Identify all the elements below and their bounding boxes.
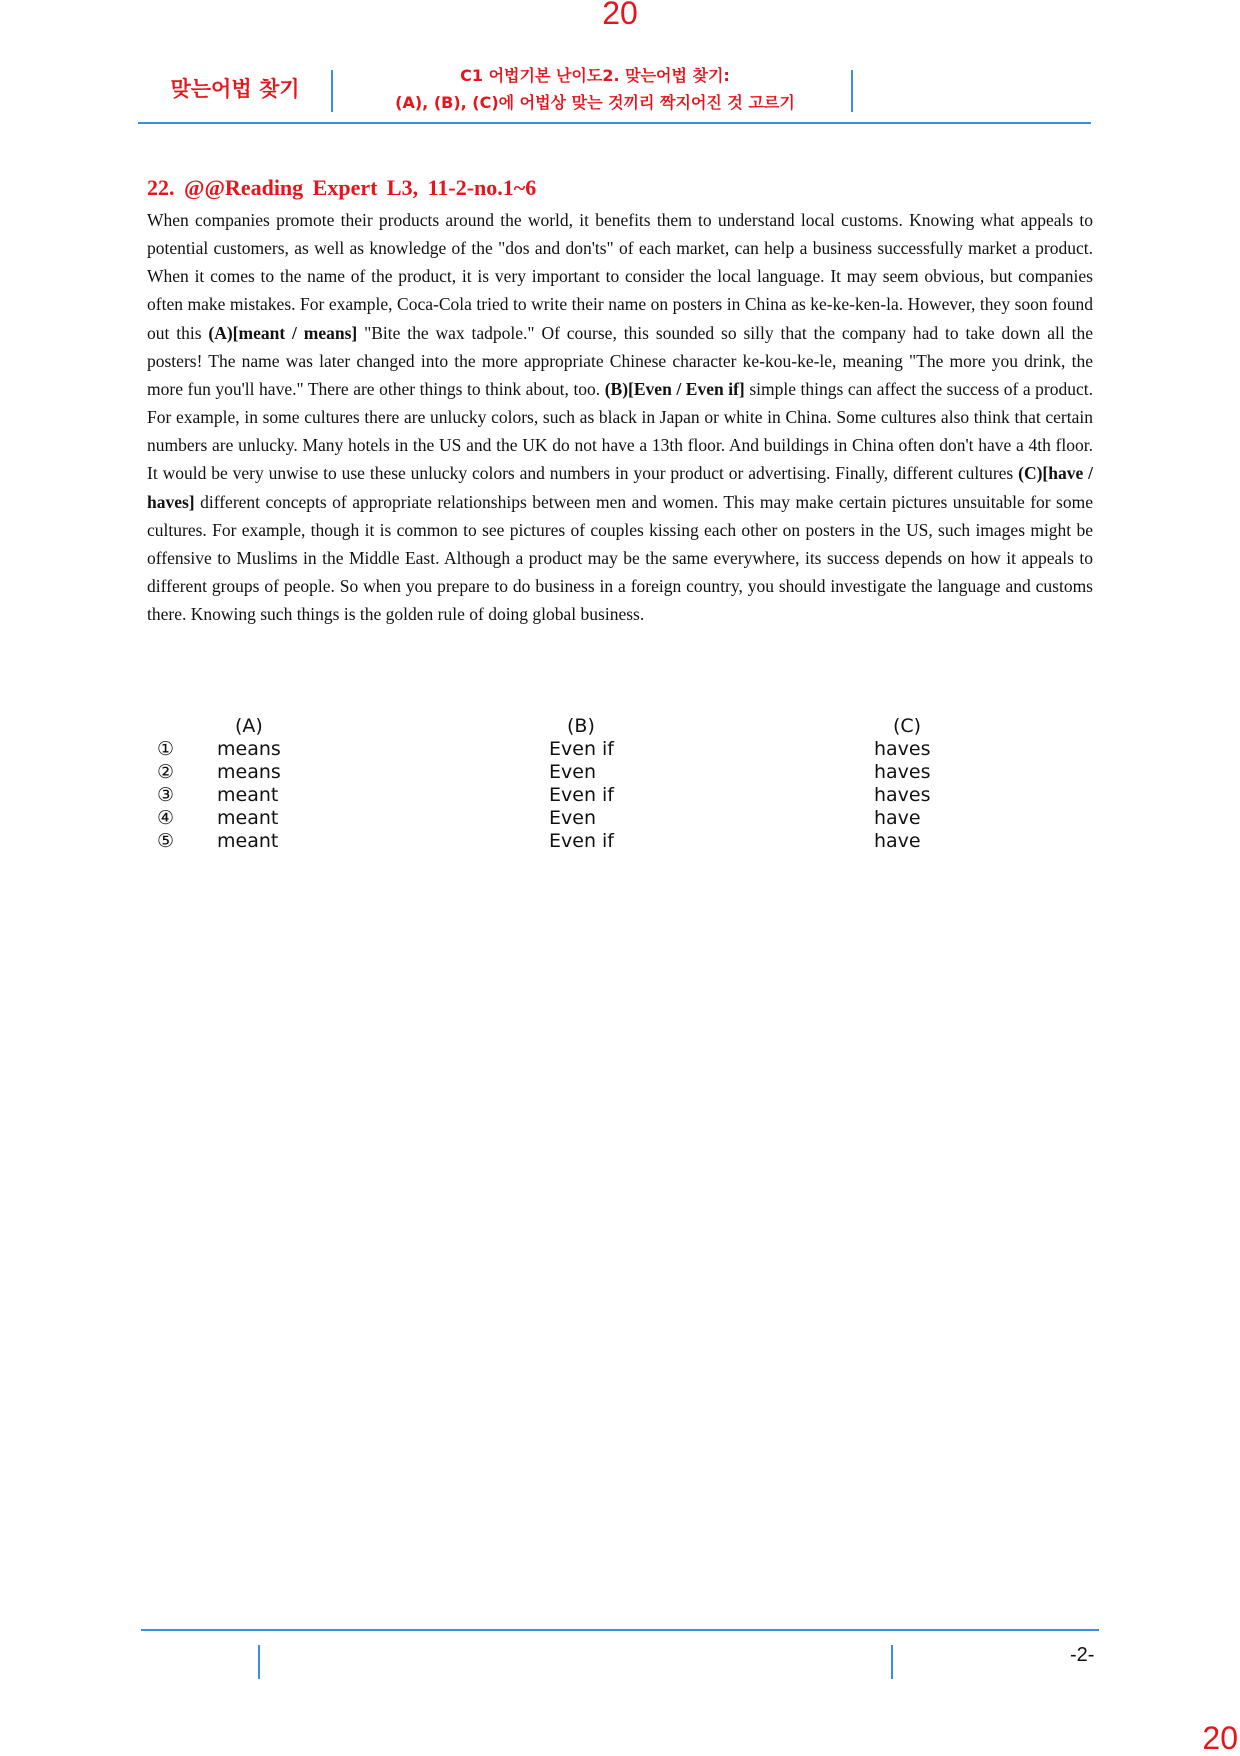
choice-number: ② (157, 761, 175, 783)
choice-c-value: haves (874, 738, 931, 760)
choice-number: ① (157, 738, 175, 760)
choice-a-value: meant (217, 784, 279, 806)
choice-row[interactable] (147, 830, 1047, 853)
choice-b-value: Even if (549, 784, 614, 806)
section-title: 맞는어법 찾기 (170, 77, 300, 101)
choice-row[interactable] (147, 807, 1047, 830)
choice-header-row (147, 715, 1047, 738)
choice-header-a: (A) (235, 715, 263, 737)
passage-part-4: different concepts of appropriate relationships between men and women. This may make certain pictures unsuitable for some cultures. For example, though it is common to see pictures of couples kissing each other on posters in the US, such images might be offensive to Muslims in the Middle East. Although a product may be the same everywhere, its success depends on how it appeals to different groups of people. So when you prepare to do business in a foreign country, you should investigate the language and customs there. Knowing such things is the golden rule of doing global business. (147, 491, 1093, 625)
choice-b-value: Even (549, 761, 596, 783)
choice-b-value: Even if (549, 830, 614, 852)
choice-a-value: meant (217, 830, 279, 852)
choice-number: ③ (157, 784, 175, 806)
choice-c-value: have (874, 807, 921, 829)
footer-page-label: -2- (1070, 1644, 1095, 1666)
choice-b-value: Even (549, 807, 596, 829)
question-title: 22. @@Reading Expert L3, 11-2-no.1~6 (147, 175, 537, 200)
choice-row[interactable] (147, 784, 1047, 807)
choice-a-value: means (217, 738, 281, 760)
passage-part-3: simple things can affect the success of a product. For example, in some cultures there are unlucky colors, such as black in Japan or white in China. Some cultures also think that certain numbers are unlucky. Many hotels in the US and the UK do not have a 13th floor. And buildings in China often don't have a 4th floor. It would be very unwise to use these unlucky colors and numbers in your product or advertising. Finally, different cultures (147, 378, 1093, 484)
header-divider-left (331, 70, 333, 112)
header-subtitle (335, 62, 855, 116)
footer-divider-left (258, 1645, 260, 1679)
page-number-top: 20 (602, 0, 638, 31)
choice-a-value: means (217, 761, 281, 783)
passage-part-2: "Bite the wax tadpole." Of course, this sounded so silly that the company had to take down all the posters! The name was later changed into the more appropriate Chinese character ke-kou-ke-le, meaning "The more you drink, the more fun you'll have." There are other things to think about, too. (147, 322, 1093, 399)
choice-a-value: meant (217, 807, 279, 829)
blank-c: (C)[have / haves] (147, 463, 1094, 512)
choice-row[interactable] (147, 761, 1047, 784)
choice-number: ⑤ (157, 830, 175, 852)
choice-header-b: (B) (567, 715, 595, 737)
answer-choices (147, 715, 1047, 853)
blank-b: (B)[Even / Even if] (604, 378, 745, 399)
blank-a: (A)[meant / means] (208, 322, 358, 343)
header-rule (138, 122, 1091, 124)
footer-divider-right (891, 1645, 893, 1679)
passage-part-1: When companies promote their products around the world, it benefits them to understand local customs. Knowing what appeals to potential customers, as well as knowledge of the "dos and don'ts" of each market, can help a business successfully market a product. When it comes to the name of the product, it is very important to consider the local language. It may seem obvious, but companies often make mistakes. For example, Coca-Cola tried to write their name on posters in China as ke-ke-ken-la. However, they soon found out this (147, 210, 1093, 343)
footer-rule (141, 1629, 1099, 1631)
choice-c-value: have (874, 830, 921, 852)
page-number-bottom: 20 (1202, 1720, 1238, 1756)
choice-number: ④ (157, 807, 175, 829)
header-subtitle-line1: C1 어법기본 난이도2. 맞는어법 찾기: (460, 66, 730, 85)
header-subtitle-line2: (A), (B), (C)에 어법상 맞는 것끼리 짝지어진 것 고르기 (395, 93, 795, 112)
choice-b-value: Even if (549, 738, 614, 760)
choice-c-value: haves (874, 784, 931, 806)
choice-c-value: haves (874, 761, 931, 783)
choice-row[interactable] (147, 738, 1047, 761)
question-passage (147, 206, 1093, 628)
choice-header-c: (C) (893, 715, 922, 737)
header-divider-right (851, 70, 853, 112)
